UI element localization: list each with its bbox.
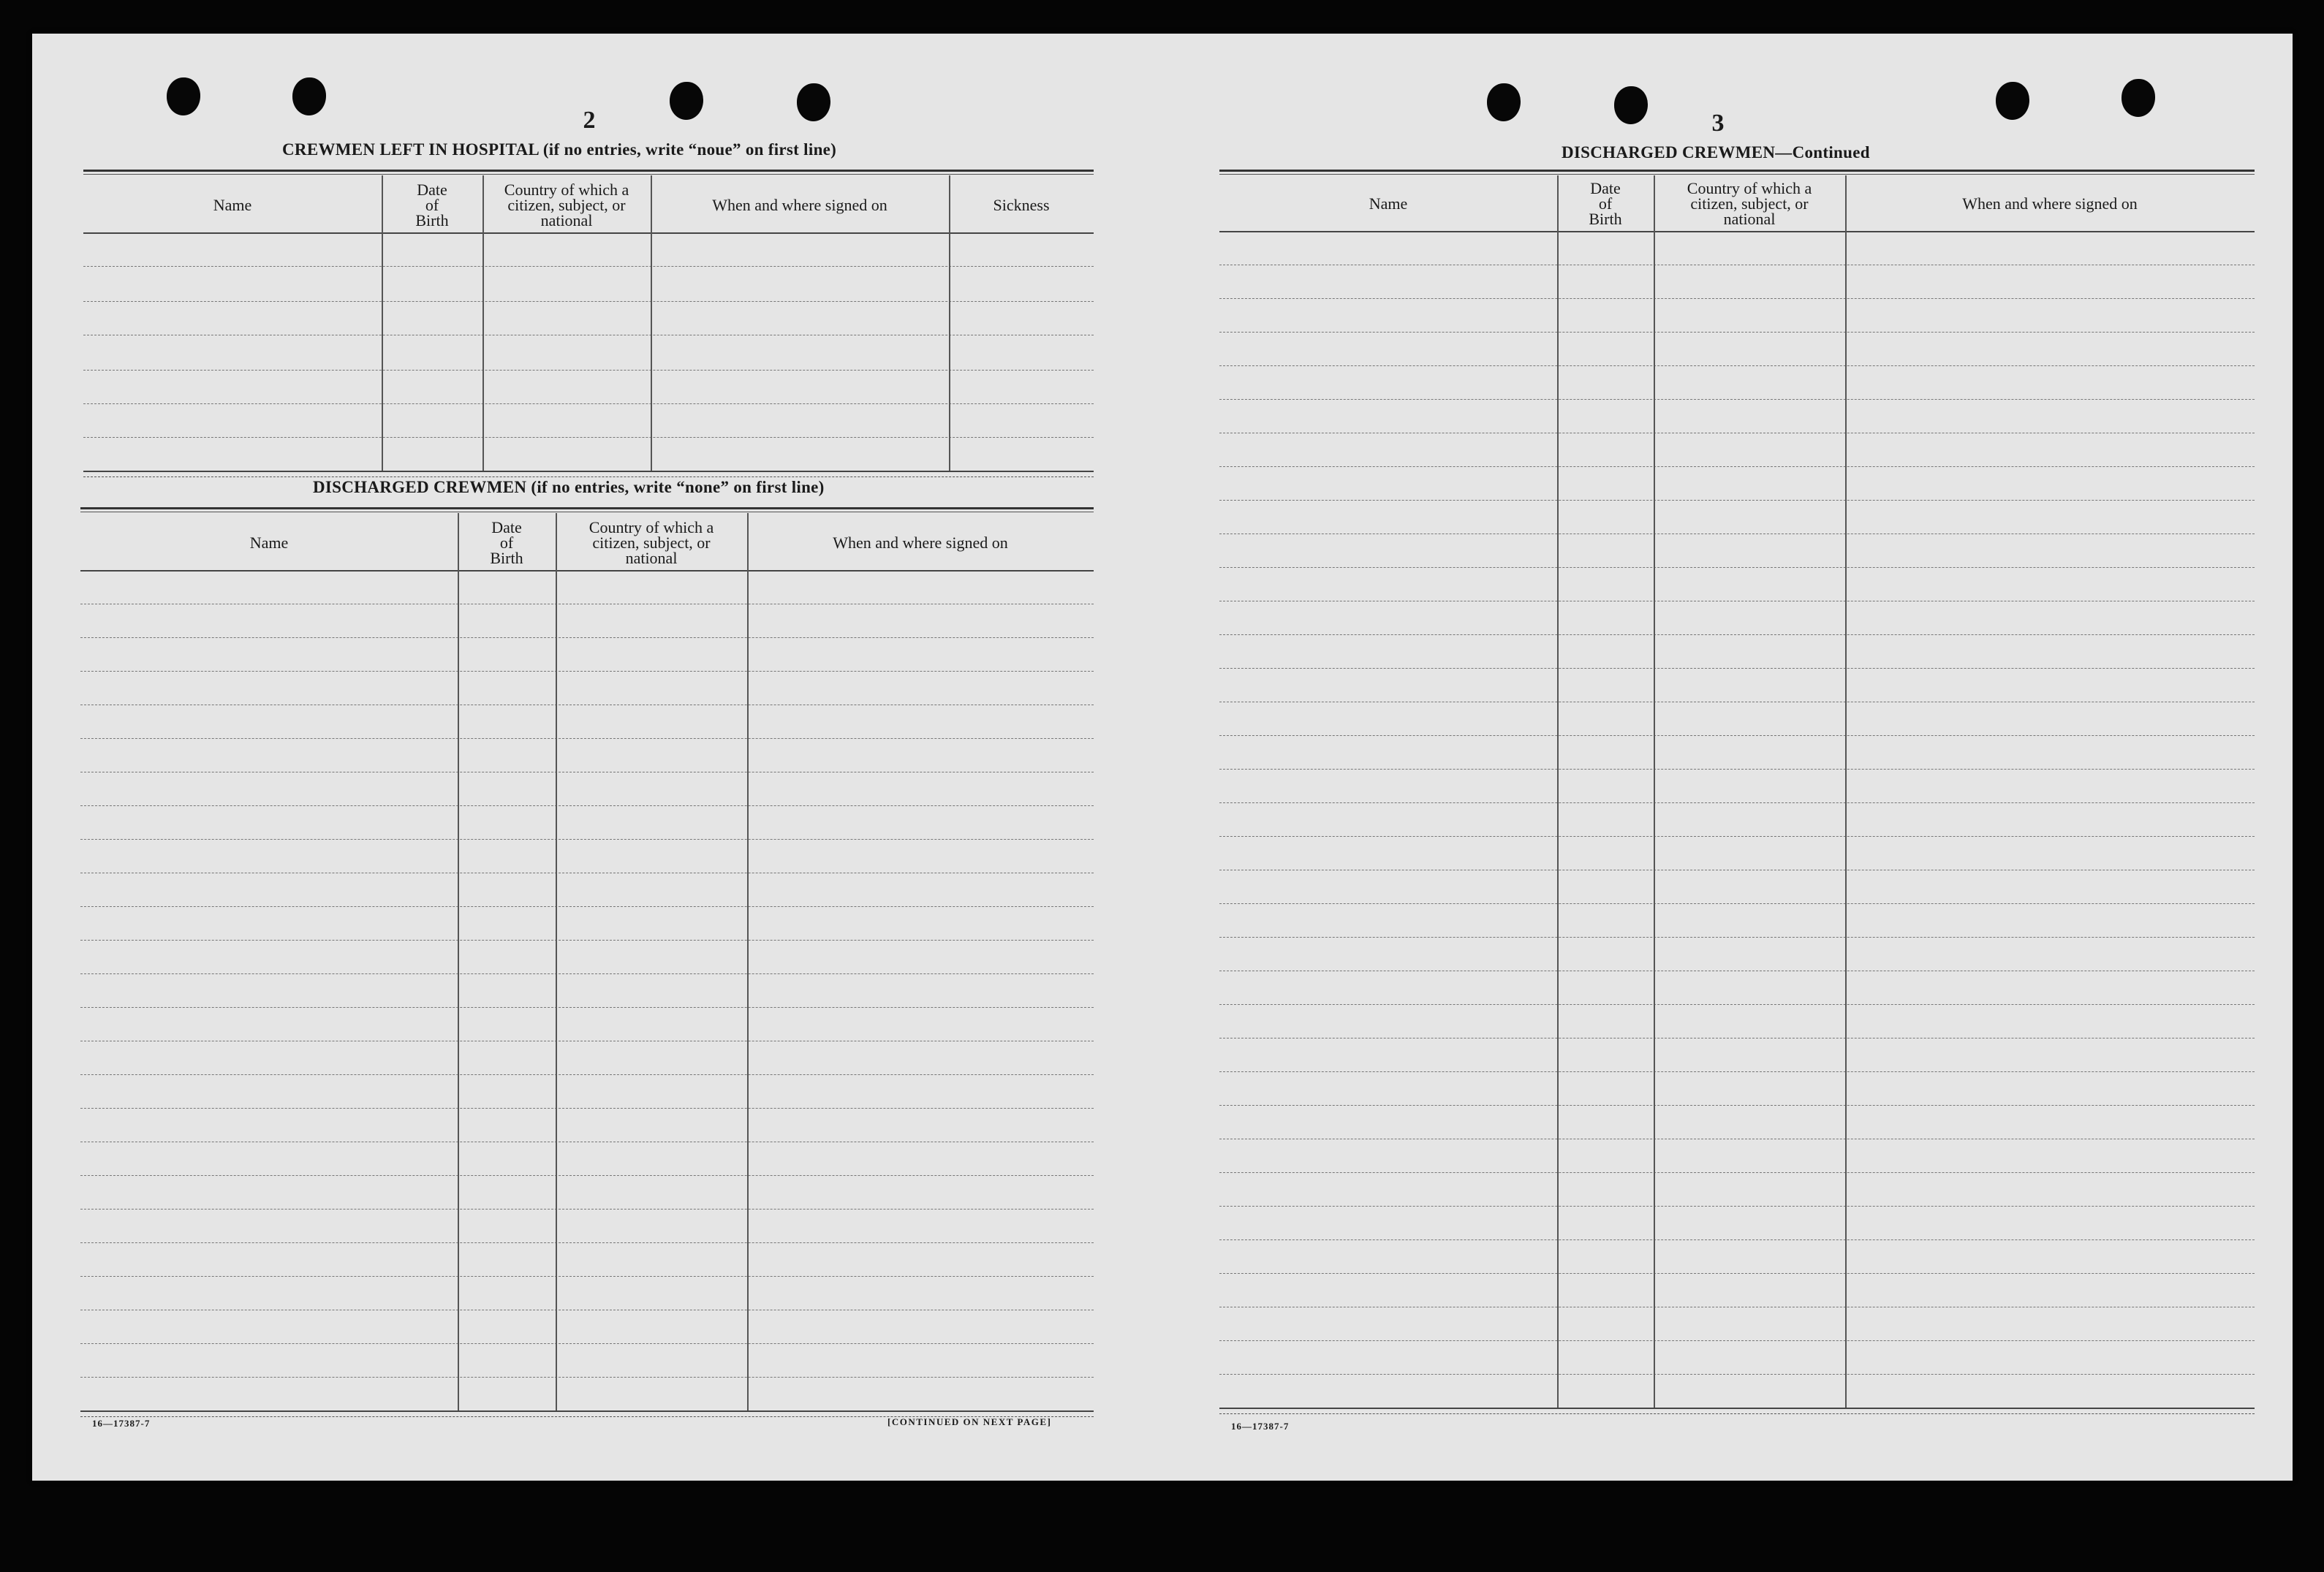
page-number-left: 2: [583, 107, 596, 134]
punch-hole: [670, 82, 703, 120]
discharged-table: [80, 507, 1094, 1447]
col-header-sickness: Sickness: [993, 195, 1050, 214]
col-header-date-of-birth: Date of Birth: [1589, 178, 1622, 228]
hospital-table: [83, 170, 1094, 484]
hospital-title-note: (if no entries, write “noue” on first line): [542, 140, 837, 159]
discharged-continued-title: DISCHARGED CREWMEN—Continued: [1562, 143, 1870, 162]
form-code-left: 16—17387-7: [92, 1418, 151, 1429]
col-header-signed-on: When and where signed on: [1962, 194, 2138, 213]
form-code-right: 16—17387-7: [1231, 1421, 1290, 1432]
page-number-right: 3: [1711, 110, 1725, 137]
document-sheet: [32, 34, 2293, 1481]
col-header-name: Name: [249, 533, 289, 552]
discharged-title-note: (if no entries, write “none” on first line): [531, 478, 825, 496]
col-header-date-of-birth: Date of Birth: [415, 180, 449, 229]
col-header-date-of-birth: Date of Birth: [490, 517, 523, 567]
hospital-title-bold: CREWMEN LEFT IN HOSPITAL: [282, 140, 539, 159]
discharged-title-bold: DISCHARGED CREWMEN: [313, 478, 527, 496]
col-header-country: Country of which a citizen, subject, or national: [588, 517, 714, 567]
col-header-country: Country of which a citizen, subject, or national: [1687, 178, 1812, 228]
hospital-section-title: [282, 140, 836, 159]
col-header-signed-on: When and where signed on: [833, 533, 1008, 552]
col-header-signed-on: When and where signed on: [712, 195, 887, 214]
col-header-name: Name: [1369, 194, 1408, 213]
punch-hole: [167, 77, 200, 115]
discharged-continued-table: [1219, 170, 2255, 1441]
punch-hole: [292, 77, 326, 115]
punch-hole: [2121, 79, 2155, 117]
col-header-country: Country of which a citizen, subject, or national: [504, 180, 629, 229]
continued-note: [CONTINUED ON NEXT PAGE]: [887, 1416, 1052, 1427]
punch-hole: [1487, 83, 1521, 121]
punch-hole: [1614, 86, 1648, 124]
discharged-section-title: [313, 478, 825, 497]
col-header-name: Name: [213, 195, 252, 214]
punch-hole: [1996, 82, 2029, 120]
punch-hole: [797, 83, 830, 121]
